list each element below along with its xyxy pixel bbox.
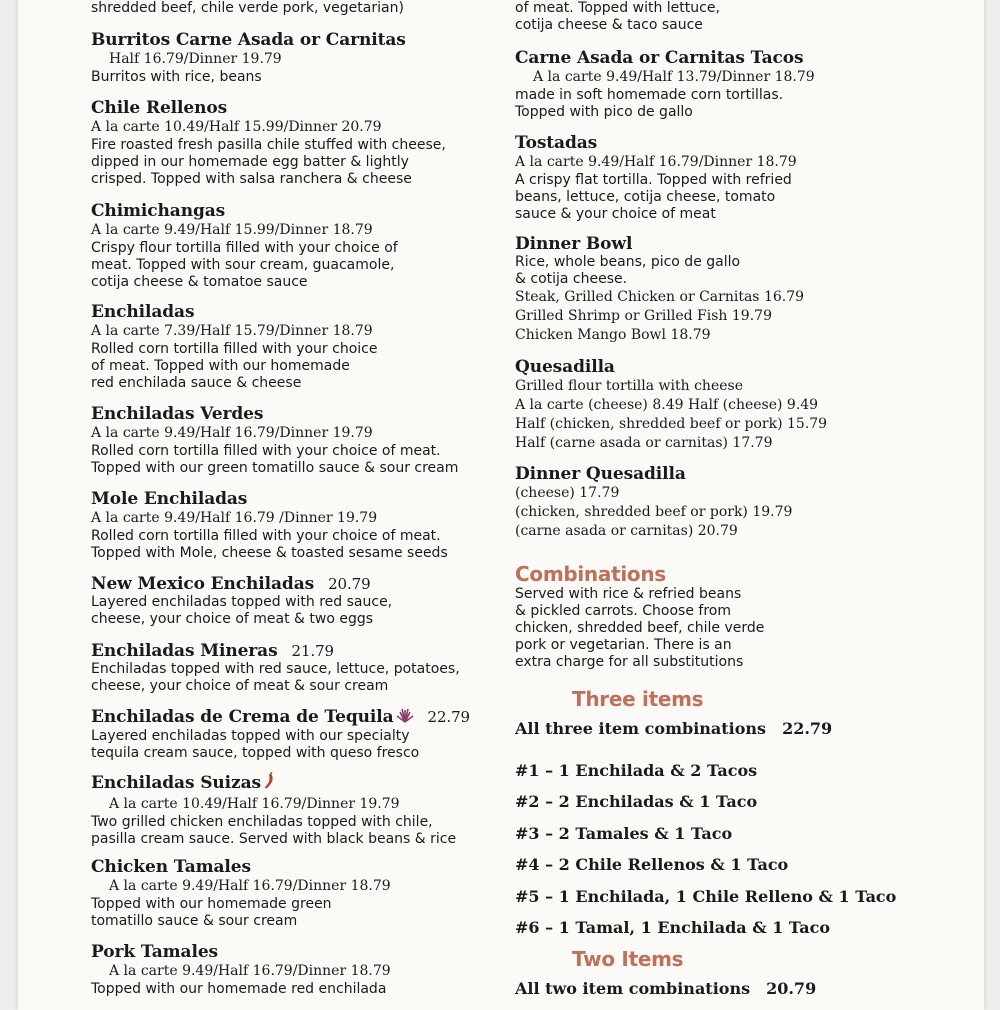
- item-description: crisped. Topped with salsa ranchera & cheese: [91, 171, 412, 187]
- item-name-text: New Mexico Enchiladas: [91, 574, 315, 594]
- item-description: Rolled corn tortilla filled with your choice of meat.: [91, 443, 441, 459]
- item-price-line: Chicken Mango Bowl 18.79: [515, 327, 711, 343]
- item-description: cotija cheese & taco sauce: [515, 17, 703, 33]
- item-description: made in soft homemade corn tortillas.: [515, 87, 784, 103]
- combinations-title: Combinations: [515, 562, 666, 586]
- item-description: Rolled corn tortilla filled with your choice: [91, 341, 378, 357]
- menu-item-enchiladas-verdes: [91, 404, 511, 477]
- three-item-all-label: All three item combinations: [515, 719, 767, 738]
- item-description: Layered enchiladas topped with red sauce,: [91, 594, 393, 610]
- item-name: [91, 489, 511, 509]
- item-name-text: Enchiladas Suizas: [91, 773, 261, 793]
- combinations-description: chicken, shredded beef, chile verde: [515, 620, 765, 636]
- two-item-all: [515, 979, 816, 999]
- menu-item-pork-tamales: [91, 942, 511, 998]
- item-name: [91, 201, 511, 221]
- item-price: A la carte 9.49/Half 16.79 /Dinner 19.79: [91, 510, 378, 526]
- menu-item-suizas: [91, 772, 511, 848]
- menu-item-chimichangas: [91, 201, 511, 291]
- two-item-all-price: 20.79: [766, 979, 817, 998]
- menu-item-top: [515, 0, 915, 34]
- item-description: cheese, your choice of meat & sour cream: [91, 678, 389, 694]
- item-price-line: Half (carne asada or carnitas) 17.79: [515, 435, 773, 451]
- item-name: [515, 464, 915, 484]
- item-name-text: Enchiladas de Crema de Tequila: [91, 707, 394, 727]
- item-description: red enchilada sauce & cheese: [91, 375, 302, 391]
- menu-page: [18, 0, 984, 1010]
- menu-item-chicken-tamales: [91, 857, 511, 930]
- two-item-all-label: All two item combinations: [515, 979, 751, 998]
- item-name-text: Carne Asada or Carnitas Tacos: [515, 48, 804, 68]
- item-price: A la carte 7.39/Half 15.79/Dinner 18.79: [91, 323, 373, 339]
- item-name: [91, 857, 511, 877]
- item-description: A crispy flat tortilla. Topped with refried: [515, 172, 792, 188]
- menu-item-tacos: [515, 48, 915, 121]
- item-description: Rolled corn tortilla filled with your choice of meat.: [91, 528, 441, 544]
- item-description: Enchiladas topped with red sauce, lettuce, potatoes,: [91, 661, 460, 677]
- item-name-text: Quesadilla: [515, 357, 615, 377]
- item-description: Topped with pico de gallo: [515, 104, 693, 120]
- three-item-combo: #5 – 1 Enchilada, 1 Chile Relleno & 1 Taco: [515, 886, 897, 906]
- item-description: shredded beef, chile verde pork, vegetarian): [91, 0, 404, 16]
- item-description: Topped with our green tomatillo sauce & sour cream: [91, 460, 459, 476]
- item-description: tomatillo sauce & sour cream: [91, 913, 298, 929]
- menu-item-top: [91, 0, 511, 17]
- menu-item-dinner-bowl: [515, 234, 915, 345]
- item-name: [515, 357, 915, 377]
- item-description: Topped with our homemade green: [91, 896, 332, 912]
- three-item-combo: #2 – 2 Enchiladas & 1 Taco: [515, 792, 758, 812]
- item-name: [515, 133, 915, 153]
- item-description: & cotija cheese.: [515, 271, 628, 287]
- menu-item-mole-enchiladas: [91, 489, 511, 562]
- item-description: cotija cheese & tomatoe sauce: [91, 274, 308, 290]
- item-description: cheese, your choice of meat & two eggs: [91, 611, 374, 627]
- item-price: A la carte 9.49/Half 16.79/Dinner 18.79: [109, 878, 391, 894]
- combinations-description: extra charge for all substitutions: [515, 654, 744, 670]
- item-description: Topped with Mole, cheese & toasted sesame seeds: [91, 545, 448, 561]
- item-price-line: (chicken, shredded beef or pork) 19.79: [515, 504, 793, 520]
- two-items-heading: Two Items: [572, 947, 684, 971]
- item-name-text: Chimichangas: [91, 201, 226, 221]
- item-name: [91, 574, 511, 594]
- item-name-text: Chile Rellenos: [91, 98, 228, 118]
- item-description: Topped with our homemade red enchilada: [91, 981, 387, 997]
- item-price-line: Grilled flour tortilla with cheese: [515, 378, 743, 394]
- item-name: [91, 30, 511, 50]
- item-price-line: Steak, Grilled Chicken or Carnitas 16.79: [515, 289, 805, 305]
- item-price-line: (carne asada or carnitas) 20.79: [515, 523, 738, 539]
- item-price: A la carte 9.49/Half 15.99/Dinner 18.79: [91, 222, 373, 238]
- menu-item-mineras: [91, 641, 511, 695]
- combinations-description: Served with rice & refried beans: [515, 586, 742, 602]
- two-items-title: [572, 947, 915, 971]
- menu-item-crema-tequila: [91, 707, 511, 762]
- item-description: of meat. Topped with lettuce,: [515, 0, 720, 16]
- item-description: beans, lettuce, cotija cheese, tomato: [515, 189, 776, 205]
- combinations-section: [515, 562, 915, 671]
- three-item-all-price: 22.79: [782, 719, 833, 738]
- item-description: Two grilled chicken enchiladas topped with chile,: [91, 814, 433, 830]
- item-description: Rice, whole beans, pico de gallo: [515, 254, 741, 270]
- item-description: pasilla cream sauce. Served with black beans & rice: [91, 831, 457, 847]
- menu-item-quesadilla: [515, 357, 915, 453]
- agave-icon: [396, 707, 414, 728]
- item-description: sauce & your choice of meat: [515, 206, 716, 222]
- menu-item-enchiladas: [91, 302, 511, 392]
- item-price: 20.79: [328, 575, 371, 593]
- menu-item-burritos: [91, 30, 511, 86]
- three-item-combo: #6 – 1 Tamal, 1 Enchilada & 1 Taco: [515, 918, 831, 937]
- menu-item-dinner-quesadilla: [515, 464, 915, 541]
- item-name: [515, 48, 915, 68]
- item-description: Crispy flour tortilla filled with your choice of: [91, 240, 398, 256]
- combinations-description: & pickled carrots. Choose from: [515, 603, 731, 619]
- item-price: A la carte 9.49/Half 16.79/Dinner 19.79: [91, 425, 373, 441]
- three-item-combo: #4 – 2 Chile Rellenos & 1 Taco: [515, 855, 789, 875]
- item-name-text: Pork Tamales: [91, 942, 219, 962]
- item-description: Fire roasted fresh pasilla chile stuffed with cheese,: [91, 137, 446, 153]
- item-name-text: Enchiladas Verdes: [91, 404, 264, 424]
- item-description: dipped in our homemade egg batter & lightly: [91, 154, 409, 170]
- item-price-line: Half (chicken, shredded beef or pork) 15.79: [515, 416, 828, 432]
- item-price: A la carte 10.49/Half 16.79/Dinner 19.79: [109, 796, 400, 812]
- menu-item-tostadas: [515, 133, 915, 223]
- three-items-title: [572, 687, 915, 711]
- menu-item-new-mexico: [91, 574, 511, 628]
- item-name-text: Dinner Bowl: [515, 234, 633, 254]
- item-description: meat. Topped with sour cream, guacamole,: [91, 257, 395, 273]
- item-name: [91, 302, 511, 322]
- item-name-text: Mole Enchiladas: [91, 489, 248, 509]
- chili-pepper-icon: [263, 772, 275, 795]
- item-price-line: Grilled Shrimp or Grilled Fish 19.79: [515, 308, 772, 324]
- item-description: Layered enchiladas topped with our specialty: [91, 728, 410, 744]
- three-item-all: [515, 719, 832, 739]
- menu-item-chile-rellenos: [91, 98, 511, 188]
- item-name: [91, 98, 511, 118]
- item-name: [91, 707, 511, 728]
- item-name-text: Burritos Carne Asada or Carnitas: [91, 30, 406, 50]
- item-name: [91, 641, 511, 661]
- item-name-text: Enchiladas: [91, 302, 195, 322]
- item-price: 22.79: [427, 708, 470, 726]
- combinations-description: pork or vegetarian. There is an: [515, 637, 732, 653]
- item-name-text: Tostadas: [515, 133, 598, 153]
- item-description: Burritos with rice, beans: [91, 69, 262, 85]
- three-item-combo: #1 – 1 Enchilada & 2 Tacos: [515, 761, 758, 780]
- item-description: tequila cream sauce, topped with queso fresco: [91, 745, 420, 761]
- item-name: [91, 404, 511, 424]
- item-name: [91, 942, 511, 962]
- item-name-text: Dinner Quesadilla: [515, 464, 686, 484]
- item-price-line: A la carte (cheese) 8.49 Half (cheese) 9.49: [515, 397, 819, 413]
- item-price: A la carte 9.49/Half 16.79/Dinner 18.79: [109, 963, 391, 979]
- item-price-line: (cheese) 17.79: [515, 485, 620, 501]
- item-price: Half 16.79/Dinner 19.79: [109, 51, 282, 67]
- item-price: 21.79: [291, 642, 334, 660]
- three-item-combo: #3 – 2 Tamales & 1 Taco: [515, 823, 733, 843]
- item-name: [91, 772, 511, 795]
- item-price: A la carte 9.49/Half 16.79/Dinner 18.79: [515, 154, 797, 170]
- item-price: A la carte 10.49/Half 15.99/Dinner 20.79: [91, 119, 382, 135]
- item-name-text: Enchiladas Mineras: [91, 641, 278, 661]
- item-description: of meat. Topped with our homemade: [91, 358, 350, 374]
- item-name-text: Chicken Tamales: [91, 857, 251, 877]
- item-price: A la carte 9.49/Half 13.79/Dinner 18.79: [533, 69, 815, 85]
- three-items-heading: Three items: [572, 687, 704, 711]
- item-name: [515, 234, 915, 254]
